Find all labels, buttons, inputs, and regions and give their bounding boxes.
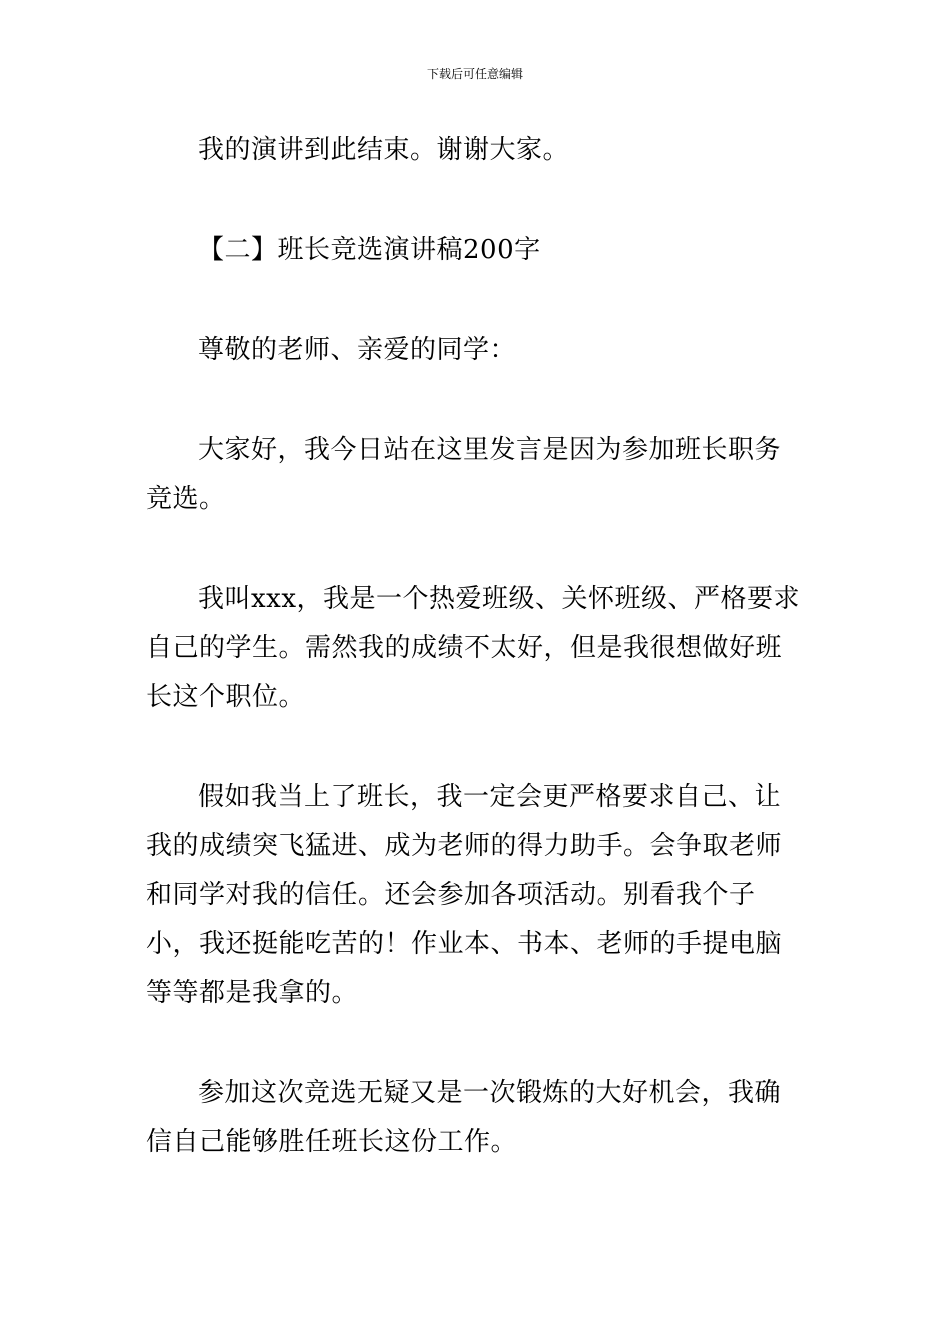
paragraph-promise: 假如我当上了班长，我一定会更严格要求自己、让我的成绩突飞猛进、成为老师的得力助手。会争取老师和同学对我的信任。还会参加各项活动。别看我个子小，我还挺能吃苦的！作业本、书本、老师的手提电脑等等都是我拿的。 — [146, 782, 783, 1008]
section-heading: 【二】班长竞选演讲稿200字 — [198, 235, 541, 265]
paragraph-salutation: 尊敬的老师、亲爱的同学： — [198, 335, 517, 365]
paragraph-greeting: 大家好，我今日站在这里发言是因为参加班长职务竞选。 — [146, 435, 782, 514]
paragraph-closing: 我的演讲到此结束。谢谢大家。 — [198, 135, 570, 165]
paragraph-introduction: 我叫xxx，我是一个热爱班级、关怀班级、严格要求自己的学生。需然我的成绩不太好，但是我很想做好班长这个职位。 — [146, 584, 800, 712]
document-body — [146, 126, 806, 1218]
paragraph-conclusion: 参加这次竞选无疑又是一次锻炼的大好机会，我确信自己能够胜任班长这份工作。 — [146, 1078, 782, 1157]
page-header-note: 下载后可任意编辑 — [426, 67, 523, 81]
